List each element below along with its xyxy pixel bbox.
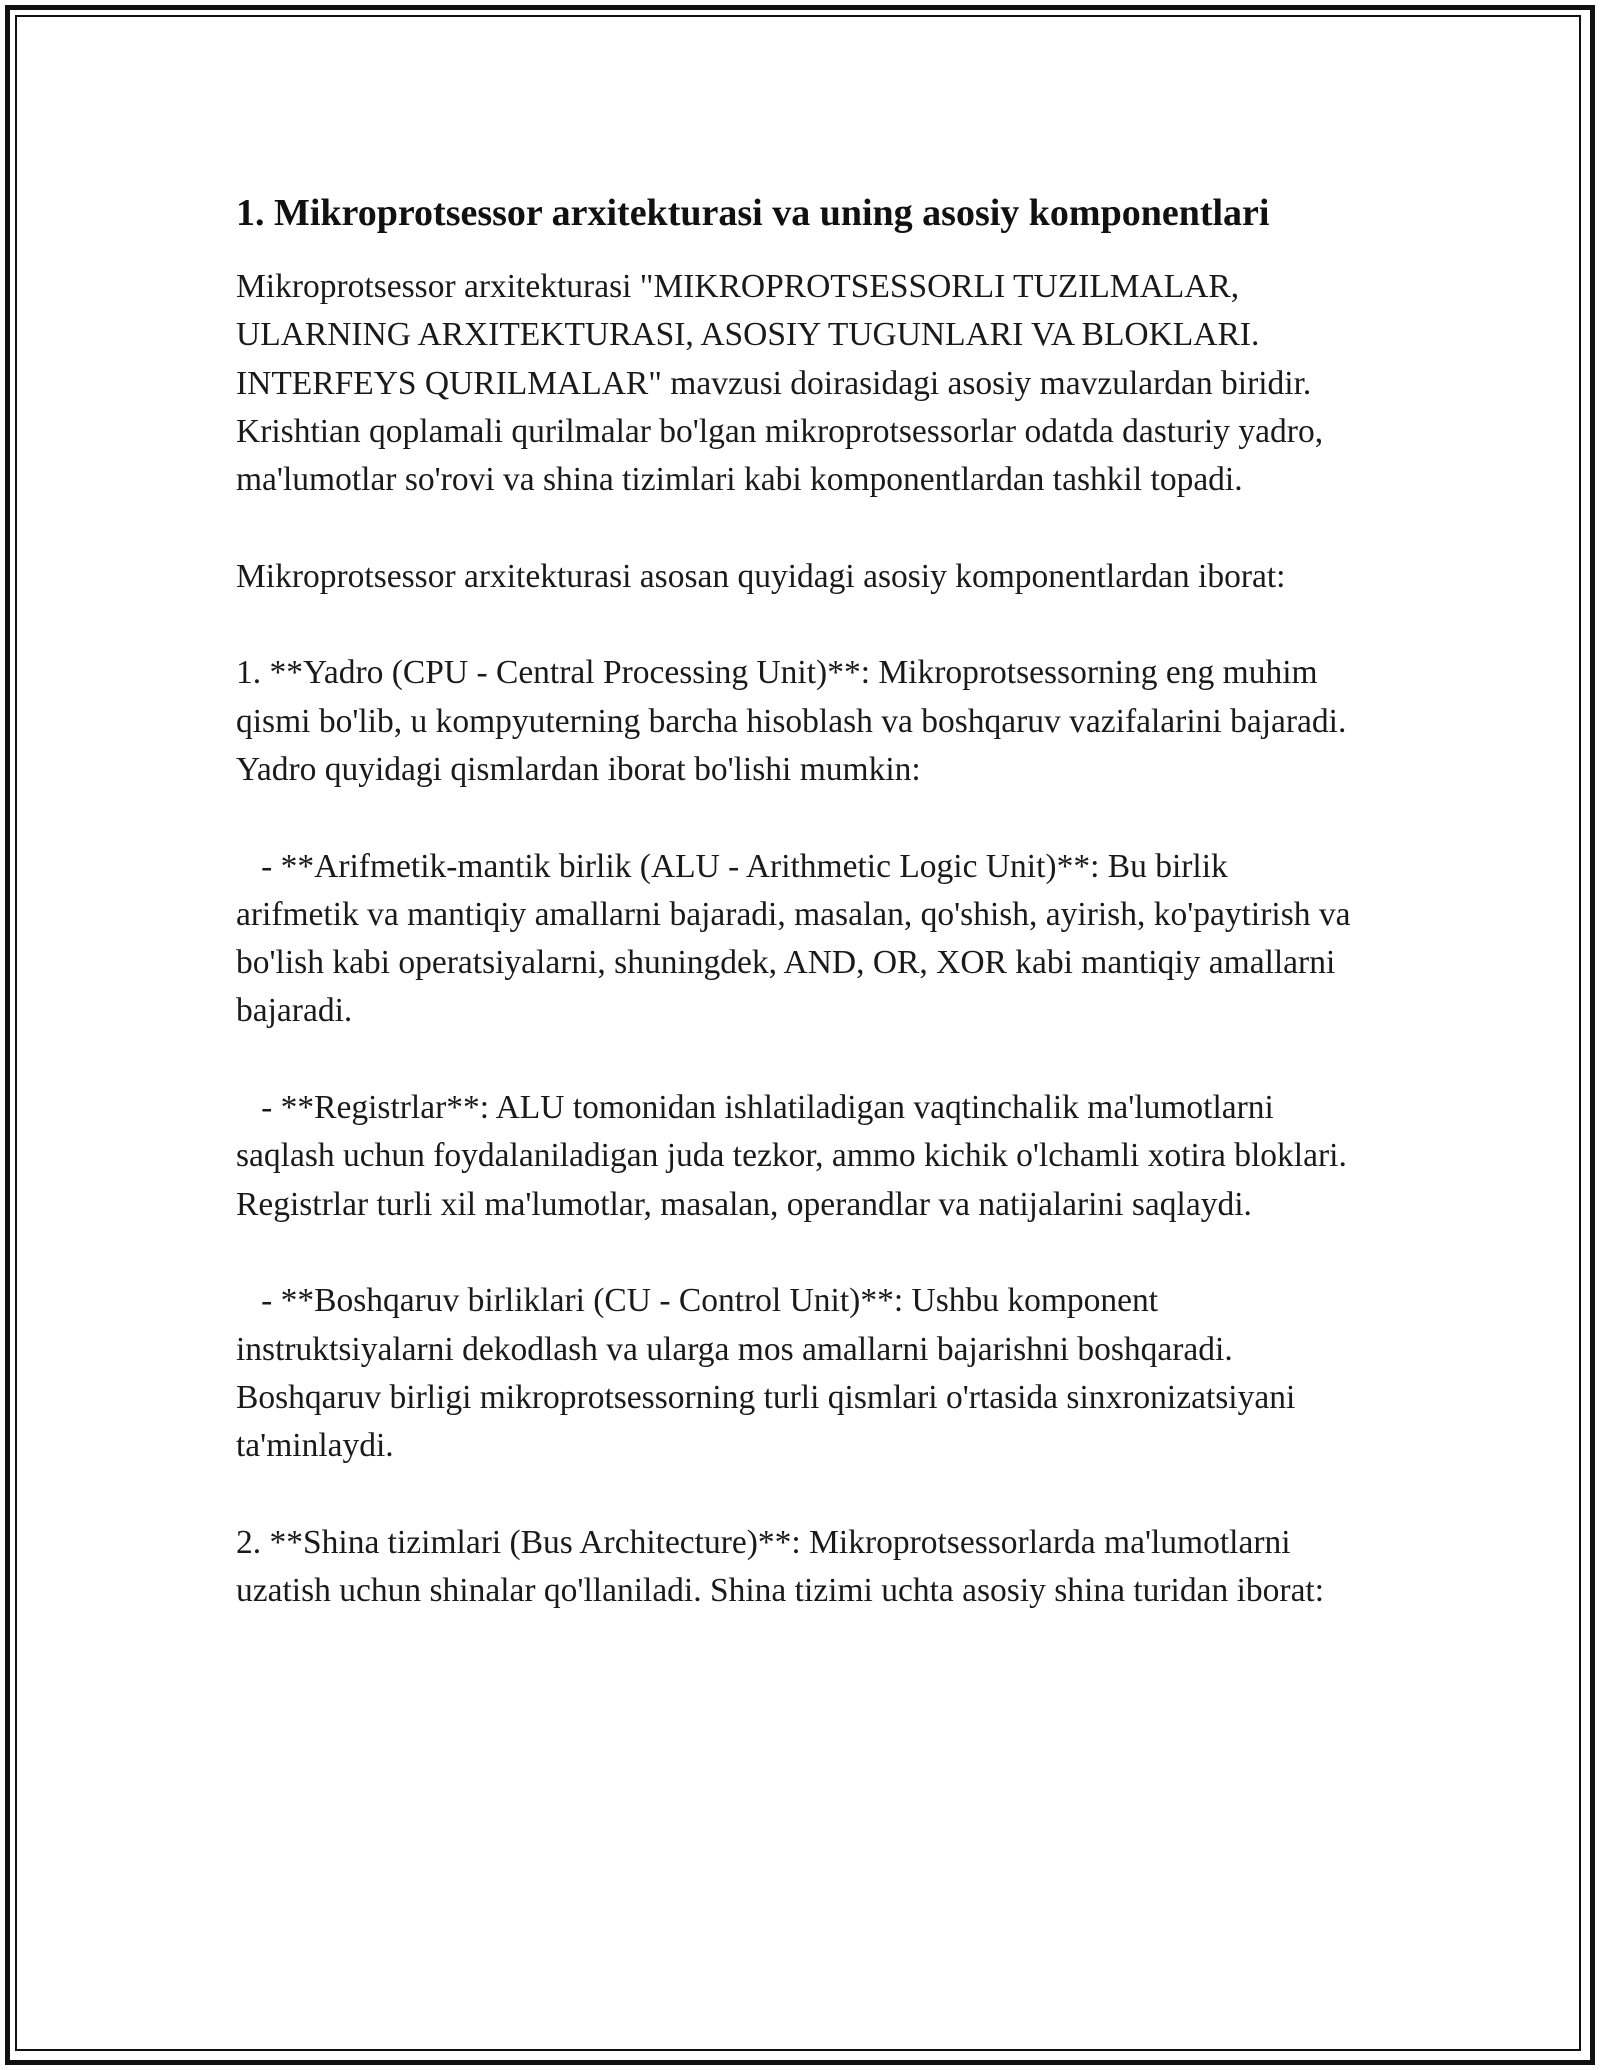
document-body [236, 186, 1359, 1615]
control-unit-paragraph: - **Boshqaruv birliklari (CU - Control Unit)**: Ushbu komponent instruktsiyalarni dekodlash va ularga mos amallarni bajarishni boshqaradi. Boshqaruv birligi mikroprotsessorning turli qismlari o'rtasida sinxronizatsiyani ta'minlaydi. [236, 1282, 1304, 1465]
paragraph-spacer [236, 1036, 1356, 1084]
paragraph-spacer [236, 794, 1356, 842]
bus-architecture-paragraph: 2. **Shina tizimlari (Bus Architecture)**: Mikroprotsessorlarda ma'lumotlarni uzatish uchun shinalar qo'llaniladi. Shina tizimi uchta asosiy shina turidan iborat: [236, 1523, 1325, 1610]
alu-paragraph: - **Arifmetik-mantik birlik (ALU - Arithmetic Logic Unit)**: Bu birlik arifmetik va mantiqiy amallarni bajaradi, masalan, qo'shish, ayirish, ko'paytirish va bo'lish kabi operatsiyalarni, shuningdek, AND, OR, XOR kabi mantiqiy amallarni bajaradi. [236, 847, 1359, 1030]
registers-paragraph: - **Registrlar**: ALU tomonidan ishlatiladigan vaqtinchalik ma'lumotlarni saqlash uchun foydalaniladigan juda tezkor, ammo kichik o'lchamli xotira bloklari. Registrlar turli xil ma'lumotlar, masalan, operandlar va natijalarini saqlaydi. [236, 1089, 1356, 1223]
paragraph-spacer [236, 601, 1356, 649]
paragraph-spacer [236, 504, 1356, 552]
intro-paragraph: Mikroprotsessor arxitekturasi "MIKROPROTSESSORLI TUZILMALAR, ULARNING ARXITEKTURASI, ASOSIY TUGUNLARI VA BLOKLARI. INTERFEYS QURILMALAR" mavzusi doirasidagi asosiy mavzulardan biridir. Krishtian qoplamali qurilmalar bo'lgan mikroprotsessorlar odatda dasturiy yadro, ma'lumotlar so'rovi va shina tizimlari kabi komponentlardan tashkil topadi. [236, 268, 1332, 499]
paragraph-spacer [236, 1470, 1356, 1518]
components-intro-paragraph: Mikroprotsessor arxitekturasi asosan quyidagi asosiy komponentlardan iborat: [236, 557, 1286, 595]
section-heading: 1. Mikroprotsessor arxitekturasi va uning asosiy komponentlari [236, 192, 1270, 234]
paragraph-spacer [236, 1229, 1356, 1277]
core-cpu-paragraph: 1. **Yadro (CPU - Central Processing Unit)**: Mikroprotsessorning eng muhim qismi bo'lib, u kompyuterning barcha hisoblash va boshqaruv vazifalarini bajaradi. Yadro quyidagi qismlardan iborat bo'lishi mumkin: [236, 654, 1354, 788]
